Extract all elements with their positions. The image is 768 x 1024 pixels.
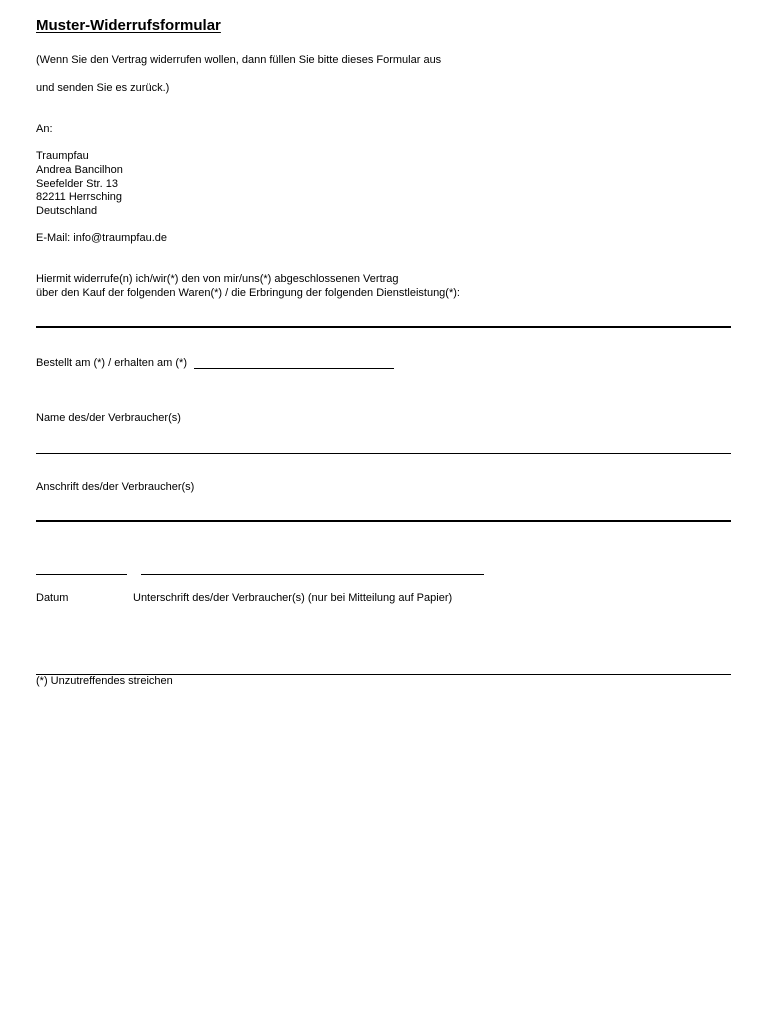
- recipient-company: Traumpfau: [36, 150, 89, 162]
- statement-line-2: über den Kauf der folgenden Waren(*) / die Erbringung der folgenden Dienstleistung(*):: [36, 287, 460, 299]
- recipient-country: Deutschland: [36, 205, 98, 217]
- recipient-email: E-Mail: info@traumpfau.de: [36, 232, 168, 244]
- ordered-received-label: Bestellt am (*) / erhalten am (*): [36, 357, 187, 369]
- recipient-street: Seefelder Str. 13: [36, 178, 118, 190]
- signature-label: Unterschrift des/der Verbraucher(s) (nur bei Mitteilung auf Papier): [133, 592, 453, 604]
- intro-line-1: (Wenn Sie den Vertrag widerrufen wollen, dann füllen Sie bitte dieses Formular aus: [36, 54, 442, 66]
- consumer-name-label: Name des/der Verbraucher(s): [36, 412, 181, 424]
- recipient-city: 82211 Herrsching: [36, 191, 123, 203]
- recipient-name: Andrea Bancilhon: [36, 164, 123, 176]
- consumer-address-entry-line[interactable]: [36, 520, 731, 522]
- consumer-address-label: Anschrift des/der Verbraucher(s): [36, 481, 195, 493]
- ordered-received-entry-line[interactable]: [194, 368, 394, 369]
- recipient-label: An:: [36, 123, 53, 135]
- goods-entry-line[interactable]: [36, 326, 731, 328]
- date-entry-line[interactable]: [36, 574, 127, 575]
- page-title: Muster-Widerrufsformular: [36, 17, 221, 34]
- intro-line-2: und senden Sie es zurück.): [36, 82, 170, 94]
- signature-entry-line[interactable]: [141, 574, 484, 575]
- statement-line-1: Hiermit widerrufe(n) ich/wir(*) den von mir/uns(*) abgeschlossenen Vertrag: [36, 273, 399, 285]
- footnote: (*) Unzutreffendes streichen: [36, 675, 173, 687]
- date-label: Datum: [36, 592, 69, 604]
- consumer-name-entry-line[interactable]: [36, 453, 731, 454]
